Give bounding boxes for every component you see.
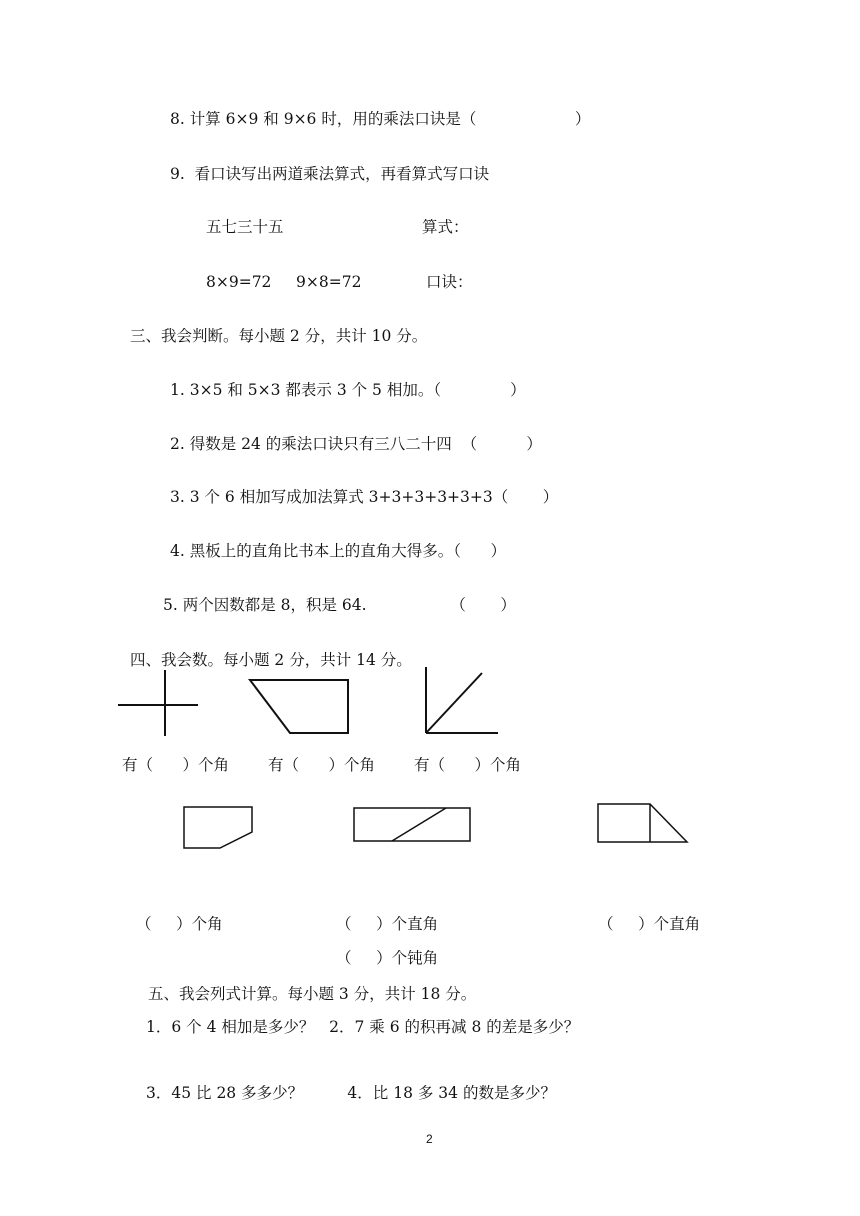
count-answer-4: （ ）个角	[136, 915, 223, 933]
q9-mnemonic: 五七三十五	[206, 218, 284, 236]
judge-1: 1. 3×5 和 5×3 都表示 3 个 5 相加。（ ）	[170, 381, 526, 399]
count-answer-7: （ ）个直角	[598, 915, 701, 933]
question-8: 8. 计算 6×9 和 9×6 时，用的乘法口诀是（ ）	[170, 110, 591, 128]
count-answer-2: 有（ ）个角	[268, 756, 376, 774]
page-number: 2	[426, 1132, 433, 1146]
section-5-heading: 五、我会列式计算。每小题 3 分，共计 18 分。	[148, 985, 477, 1003]
judge-2: 2. 得数是 24 的乘法口诀只有三八二十四 （ ）	[170, 435, 542, 453]
figure-square-triangle	[594, 800, 694, 848]
count-answer-6: （ ）个钝角	[336, 949, 439, 967]
count-answer-3: 有（ ）个角	[414, 756, 522, 774]
figure-pentagon	[180, 802, 260, 854]
figure-cross	[110, 670, 210, 740]
section-4-heading: 四、我会数。每小题 2 分，共计 14 分。	[130, 651, 412, 669]
question-9: 9. 看口诀写出两道乘法算式，再看算式写口诀	[170, 165, 490, 183]
judge-3: 3. 3 个 6 相加写成加法算式 3+3+3+3+3+3（ ）	[170, 488, 559, 506]
judge-5: 5. 两个因数都是 8，积是 64. （ ）	[163, 596, 516, 614]
figure-rectangle-diagonal	[350, 804, 475, 846]
problems-3-4: 3．45 比 28 多多少？ 4．比 18 多 34 的数是多少？	[146, 1084, 556, 1102]
count-answer-1: 有（ ）个角	[122, 756, 230, 774]
judge-4: 4. 黑板上的直角比书本上的直角大得多。（ ）	[170, 542, 507, 560]
q9-formulas: 8×9=72 9×8=72	[206, 273, 362, 291]
figure-trapezoid	[245, 675, 355, 740]
q9-formula-label: 算式：	[422, 218, 469, 236]
problems-1-2: 1．6 个 4 相加是多少？ 2．7 乘 6 的积再减 8 的差是多少？	[146, 1018, 580, 1036]
figure-angle	[420, 665, 505, 740]
q9-mnemonic-label: 口诀：	[426, 273, 473, 291]
section-3-heading: 三、我会判断。每小题 2 分，共计 10 分。	[130, 327, 428, 345]
count-answer-5: （ ）个直角	[336, 915, 439, 933]
